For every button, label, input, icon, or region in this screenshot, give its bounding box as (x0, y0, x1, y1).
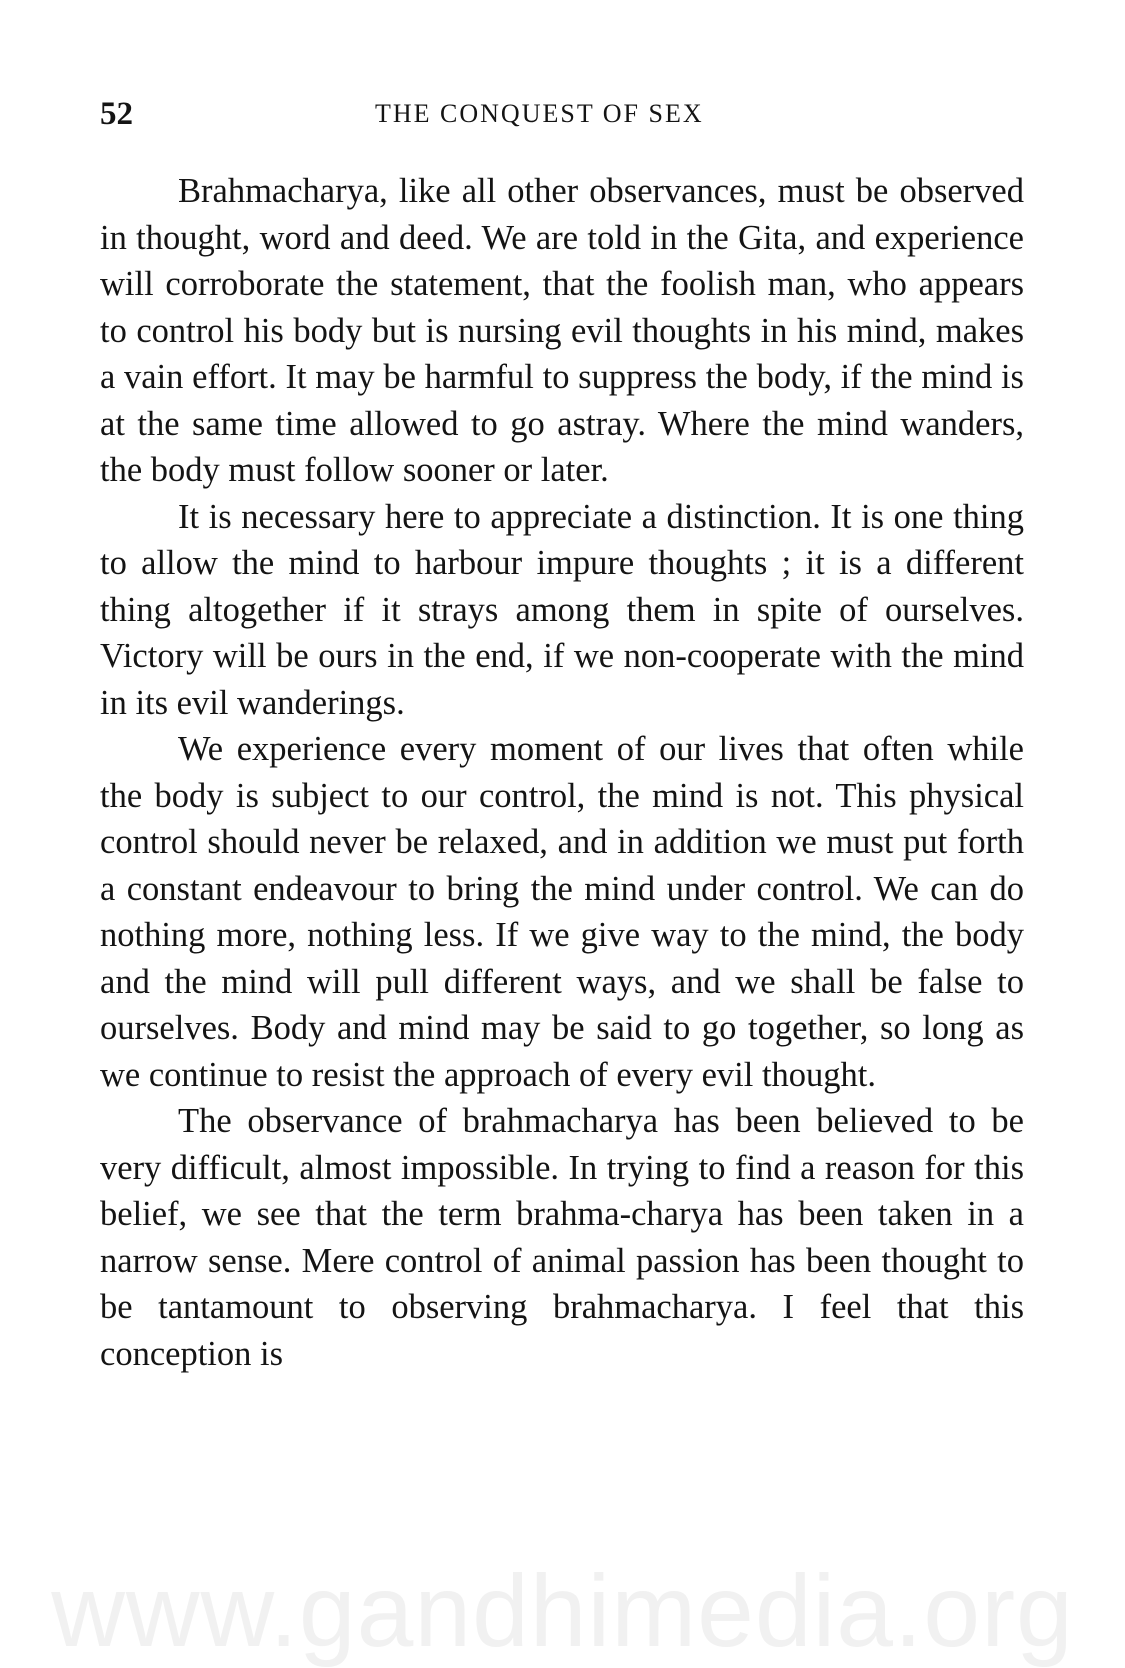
running-head: THE CONQUEST OF SEX (375, 99, 704, 128)
page-header (0, 92, 1125, 136)
paragraph-2: It is necessary here to appreciate a distinction. It is one thing to allow the mind to harbour impure thoughts ; it is a different thing altogether if it strays among them in spite of ourselves. Victory will be ours in the end, if we non-cooperate with the mind in its evil wanderings. (100, 497, 1024, 722)
paragraph-4: The observance of brahmacharya has been believed to be very difficult, almost impossible. In trying to find a reason for this belief, we see that the term brahma-charya has been taken in a narrow sense. Mere control of animal passion has been thought to be tantamount to observing brahmacharya. I feel that this conception is (100, 1102, 1024, 1373)
page-number: 52 (100, 96, 133, 132)
paragraph-1: Brahmacharya, like all other observances, must be observed in thought, word and deed. We are told in the Gita, and experience will corroborate the statement, that the foolish man, who appears to control his body but is nursing evil thoughts in his mind, makes a vain effort. It may be harmful to suppress the body, if the mind is at the same time allowed to go astray. Where the mind wanders, the body must follow sooner or later. (100, 172, 1024, 489)
watermark: www.gandhimedia.org (51, 1554, 1074, 1668)
paragraph-3: We experience every moment of our lives that often while the body is subject to our control, the mind is not. This physical control should never be relaxed, and in addition we must put forth a constant endeavour to bring the mind under control. We can do nothing more, nothing less. If we give way to the mind, the body and the mind will pull different ways, and we shall be false to ourselves. Body and mind may be said to go together, so long as we continue to resist the approach of every evil thought. (100, 730, 1024, 1094)
body-text (100, 168, 1024, 1377)
